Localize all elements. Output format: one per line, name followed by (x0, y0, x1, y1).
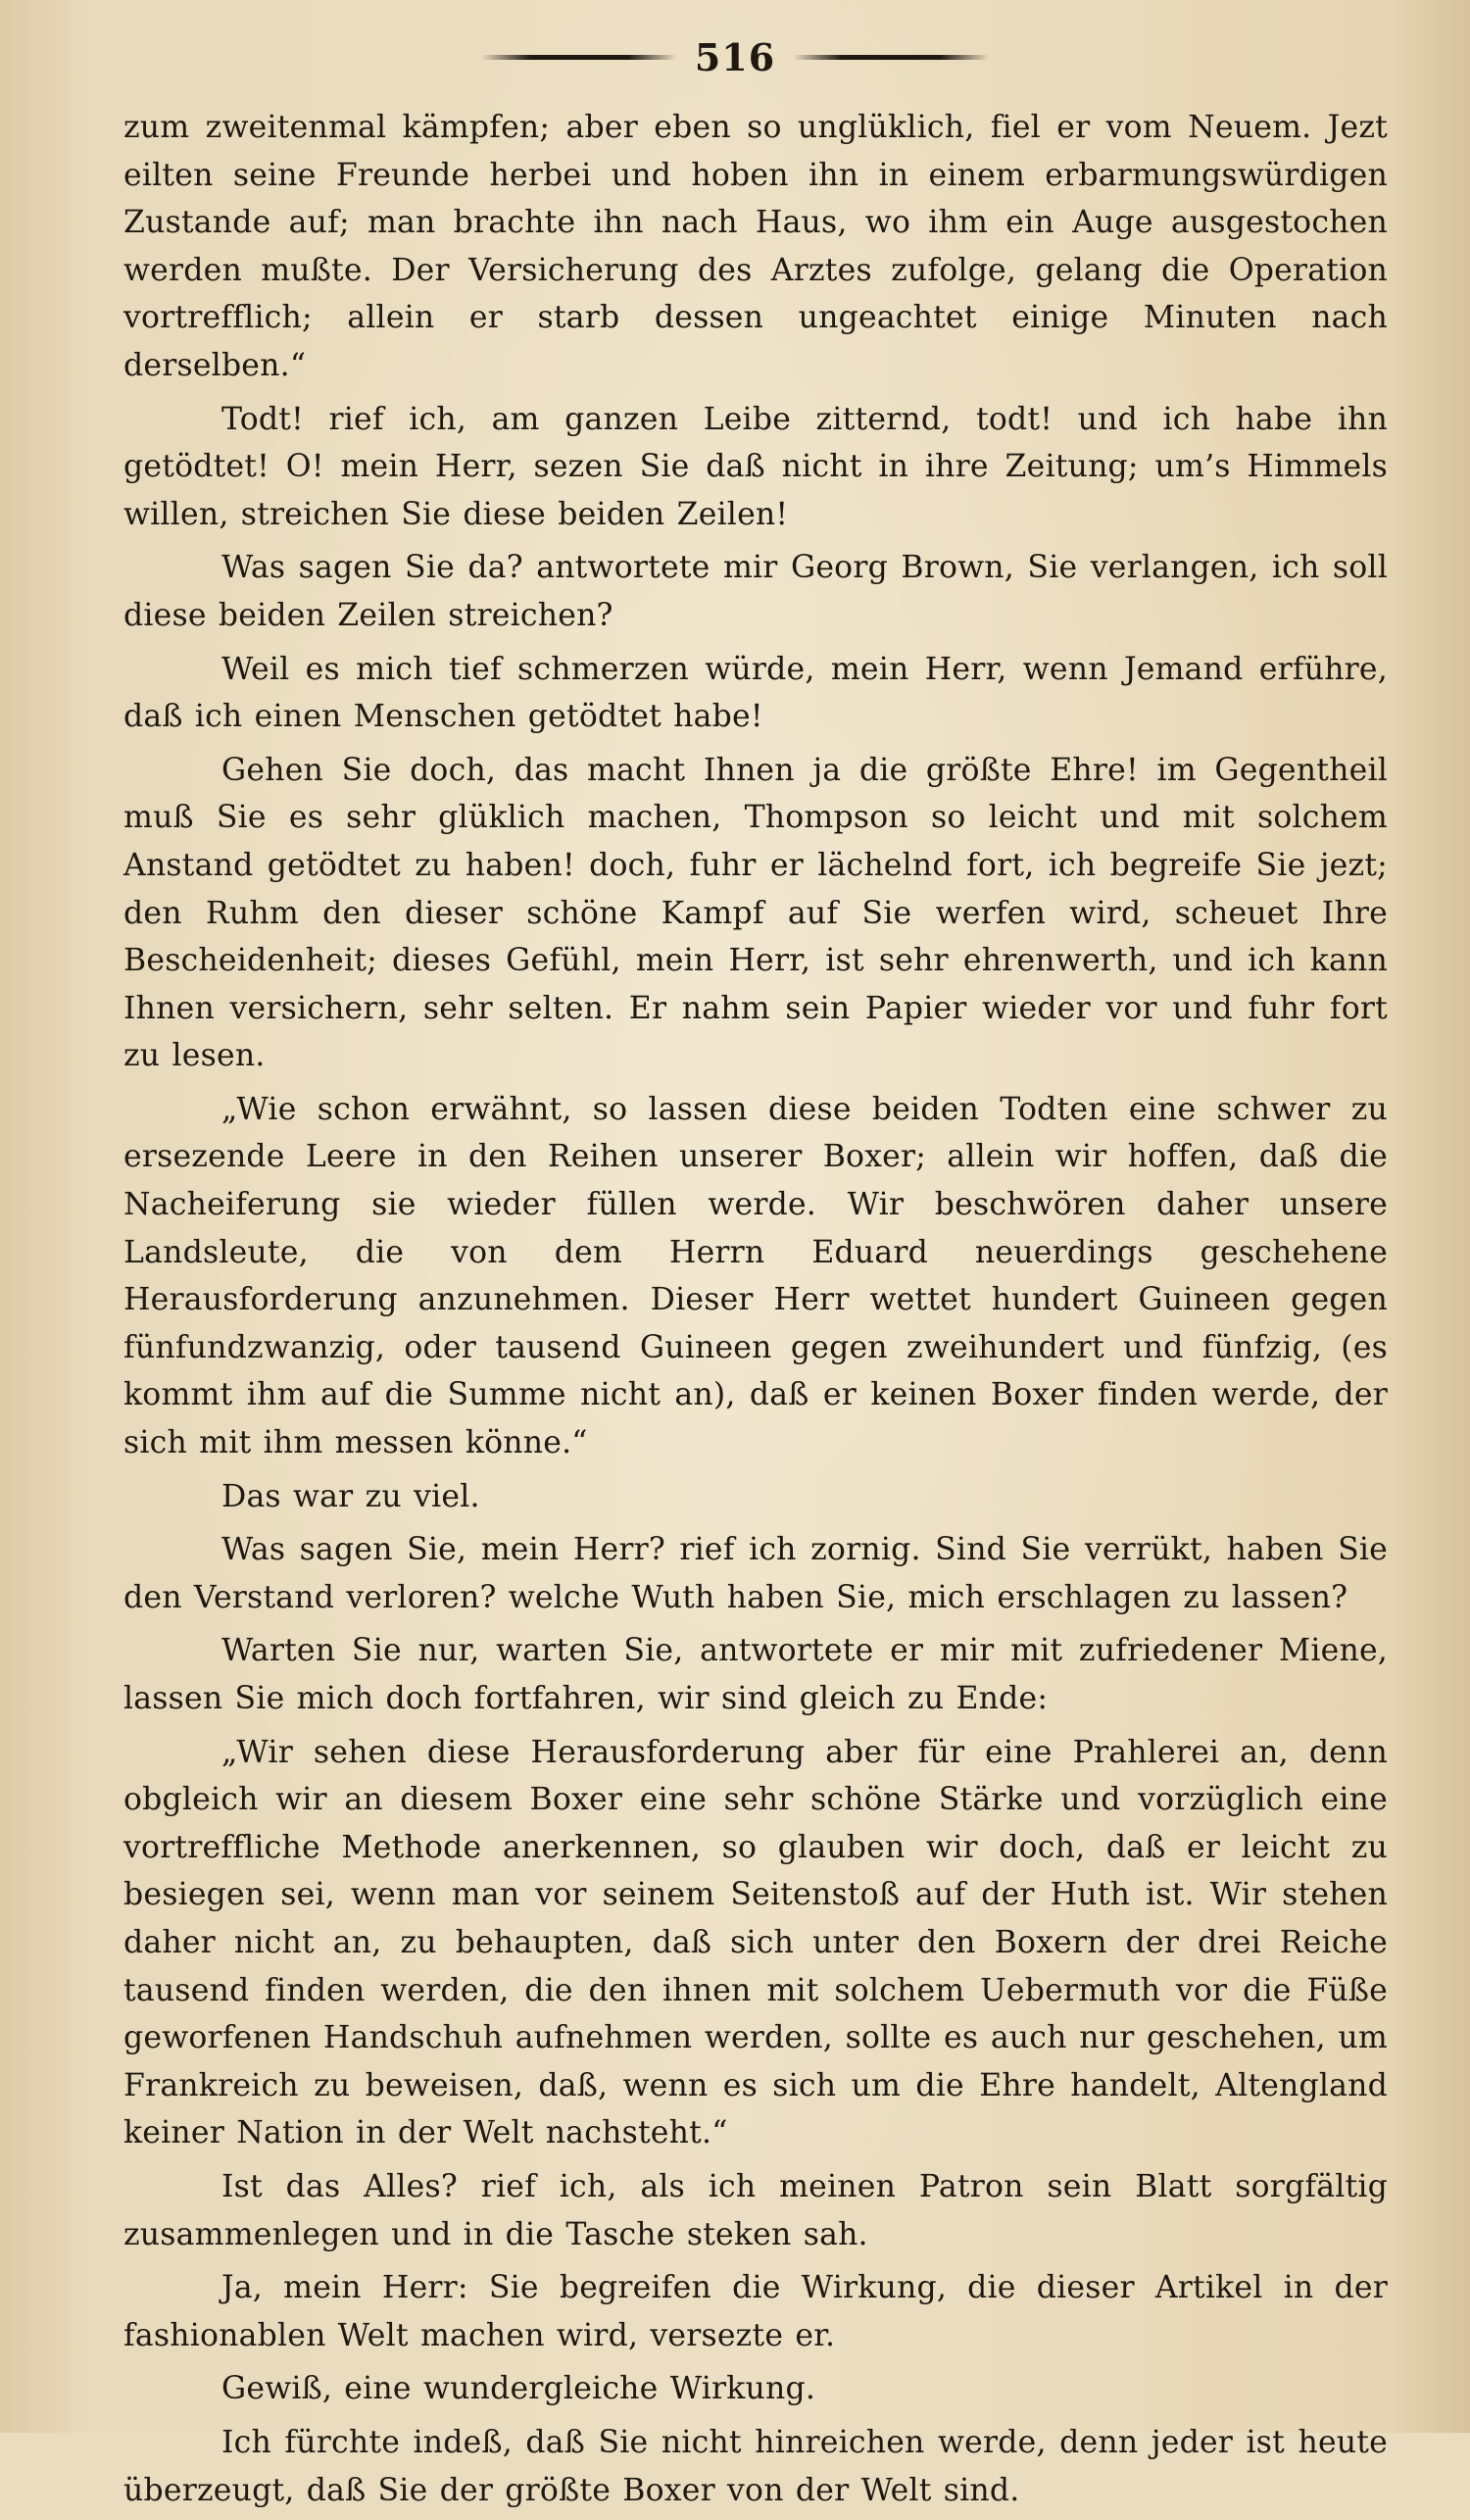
page-header (0, 27, 1470, 86)
paragraph: Das war zu viel. (221, 1478, 480, 1514)
paragraph: Gehen Sie doch, das macht Ihnen ja die größte Ehre! im Gegentheil muß Sie es sehr glüklich machen, Thompson so leicht und mit solchem Anstand getödtet zu haben! doch, fuhr er lächelnd fort, ich begreife Sie jezt; den Ruhm den dieser schöne Kampf auf Sie werfen wird, scheuet Ihre Bescheidenheit; dieses Gefühl, mein Herr, ist sehr ehrenwerth, und ich kann Ihnen versichern, sehr selten. Er nahm sein Papier wieder vor und fuhr fort zu lesen. (123, 752, 1388, 1074)
paragraph: Was sagen Sie, mein Herr? rief ich zornig. Sind Sie verrükt, haben Sie den Verstand verloren? welche Wuth haben Sie, mich erschlagen zu lassen? (123, 1532, 1388, 1615)
page-number: 516 (694, 34, 776, 79)
body-text (123, 104, 1388, 2520)
paragraph: „Wir sehen diese Herausforderung aber für eine Prahlerei an, denn obgleich wir an diesem Boxer eine sehr schöne Stärke und vorzüglich eine vortreffliche Methode anerkennen, so glauben wir doch, daß er leicht zu besiegen sei, wenn man vor seinem Seitenstoß auf der Huth ist. Wir stehen daher nicht an, zu behaupten, daß sich unter den Boxern der drei Reiche tausend finden werden, die den ihnen mit solchem Uebermuth vor die Füße geworfenen Handschuh aufnehmen werden, sollte es auch nur geschehen, um Frankreich zu beweisen, daß, wenn es sich um die Ehre handelt, Altengland keiner Nation in der Welt nachsteht.“ (123, 1734, 1388, 2151)
paragraph: „Wie schon erwähnt, so lassen diese beiden Todten eine schwer zu ersezende Leere in den Reihen unserer Boxer; allein wir hoffen, daß die Nacheiferung sie wieder füllen werde. Wir beschwören daher unsere Landsleute, die von dem Herrn Eduard neuerdings geschehene Herausforderung anzunehmen. Dieser Herr wettet hundert Guineen gegen fünfundzwanzig, oder tausend Guineen gegen zweihundert und fünfzig, (es kommt ihm auf die Summe nicht an), daß er keinen Boxer finden werde, der sich mit ihm messen könne.“ (123, 1091, 1388, 1461)
paragraph: Todt! rief ich, am ganzen Leibe zitternd, todt! und ich habe ihn getödtet! O! mein Herr, sezen Sie daß nicht in ihre Zeitung; um’s Himmels willen, streichen Sie diese beiden Zeilen! (123, 401, 1388, 532)
paragraph: zum zweitenmal kämpfen; aber eben so unglüklich, fiel er vom Neuem. Jezt eilten seine Freunde herbei und hoben ihn in einem erbarmungswürdigen Zustande auf; man brachte ihn nach Haus, wo ihm ein Auge ausgestochen werden mußte. Der Versicherung des Arztes zufolge, gelang die Operation vortrefflich; allein er starb dessen ungeachtet einige Minuten nach derselben.“ (123, 110, 1388, 383)
paragraph: Ja, mein Herr: Sie begreifen die Wirkung, die dieser Artikel in der fashionablen Welt machen wird, versezte er. (123, 2270, 1388, 2353)
header-rule-left (481, 55, 677, 60)
header-rule-right (793, 55, 989, 60)
paragraph: Gewiß, eine wundergleiche Wirkung. (221, 2371, 816, 2407)
paragraph: Ich fürchte indeß, daß Sie nicht hinreichen werde, denn jeder ist heute überzeugt, daß Sie der größte Boxer von der Welt sind. (123, 2424, 1388, 2508)
paragraph: Was sagen Sie da? antwortete mir Georg Brown, Sie verlangen, ich soll diese beiden Zeilen streichen? (123, 550, 1388, 633)
paragraph: Weil es mich tief schmerzen würde, mein Herr, wenn Jemand erführe, daß ich einen Menschen getödtet habe! (123, 651, 1388, 735)
paragraph: Warten Sie nur, warten Sie, antwortete er mir mit zufriedener Miene, lassen Sie mich doch fortfahren, wir sind gleich zu Ende: (123, 1633, 1388, 1716)
paragraph: Ist das Alles? rief ich, als ich meinen Patron sein Blatt sorgfältig zusammenlegen und in die Tasche steken sah. (123, 2168, 1388, 2252)
